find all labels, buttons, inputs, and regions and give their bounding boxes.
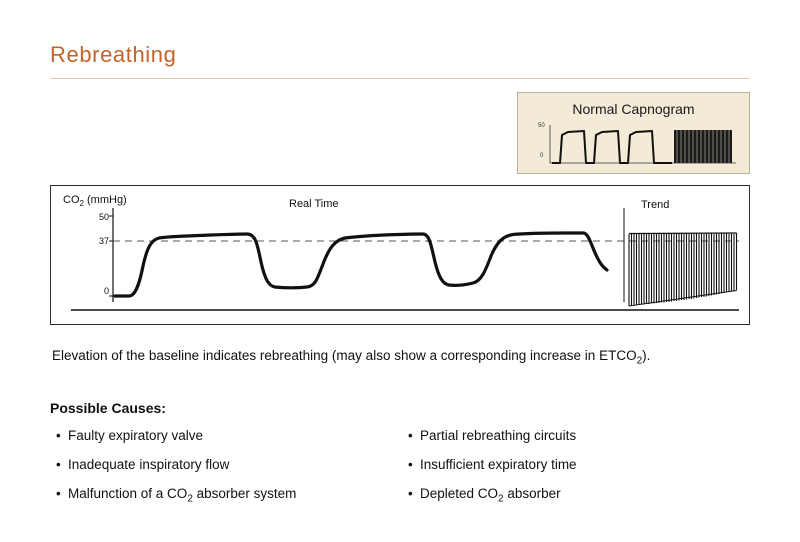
normal-capnogram-inset <box>517 92 750 174</box>
cause-item <box>408 457 748 474</box>
cause-text: Insufficient expiratory time <box>420 456 577 472</box>
title-divider <box>50 78 750 79</box>
chart-caption <box>52 348 752 367</box>
cause-text: Malfunction of a CO <box>68 485 188 501</box>
bullet-icon: • <box>408 485 413 501</box>
chart-realtime-label: Real Time <box>289 198 339 210</box>
caption-subscript: 2 <box>636 355 643 367</box>
bullet-icon: • <box>56 485 61 501</box>
chart-ytick-37: 37 <box>98 236 109 246</box>
cause-text: Partial rebreathing circuits <box>420 428 577 443</box>
bullet-icon: • <box>408 456 413 472</box>
cause-text-suffix: absorber system <box>192 485 297 501</box>
cause-item <box>56 486 396 506</box>
cause-text: Depleted CO <box>420 485 499 501</box>
cause-item <box>408 428 748 445</box>
caption-text-before: Elevation of the baseline indicates rebreathing (may also show a corresponding increase in ETCO <box>52 348 637 363</box>
causes-column-left <box>56 428 396 518</box>
caption-text-after: ). <box>642 348 651 363</box>
cause-subscript: 2 <box>498 493 504 505</box>
cause-text-suffix: absorber <box>503 485 561 501</box>
bullet-icon: • <box>56 456 61 472</box>
cause-text: Inadequate inspiratory flow <box>68 456 230 472</box>
chart-ytick-0: 0 <box>103 286 109 296</box>
causes-column-right <box>408 428 748 518</box>
possible-causes-heading: Possible Causes: <box>50 400 166 416</box>
cause-item <box>408 486 748 506</box>
cause-subscript: 2 <box>187 493 193 505</box>
bullet-icon: • <box>408 428 413 443</box>
chart-plot-area <box>51 186 749 324</box>
cause-text: Faulty expiratory valve <box>68 428 204 443</box>
page-title: Rebreathing <box>50 42 177 67</box>
cause-item <box>56 428 396 445</box>
chart-trend-label: Trend <box>641 199 670 211</box>
inset-ytick-0: 0 <box>540 153 544 159</box>
chart-ytick-50: 50 <box>98 212 109 222</box>
inset-title: Normal Capnogram <box>572 101 695 117</box>
inset-capnogram-waveform <box>548 125 738 165</box>
inset-ytick-50: 50 <box>538 123 545 129</box>
chart-y-axis-label: $CO_2$ (mmHg) <box>63 194 127 209</box>
bullet-icon: • <box>56 428 61 443</box>
cause-item <box>56 457 396 474</box>
rebreathing-capnogram-chart <box>50 185 750 325</box>
